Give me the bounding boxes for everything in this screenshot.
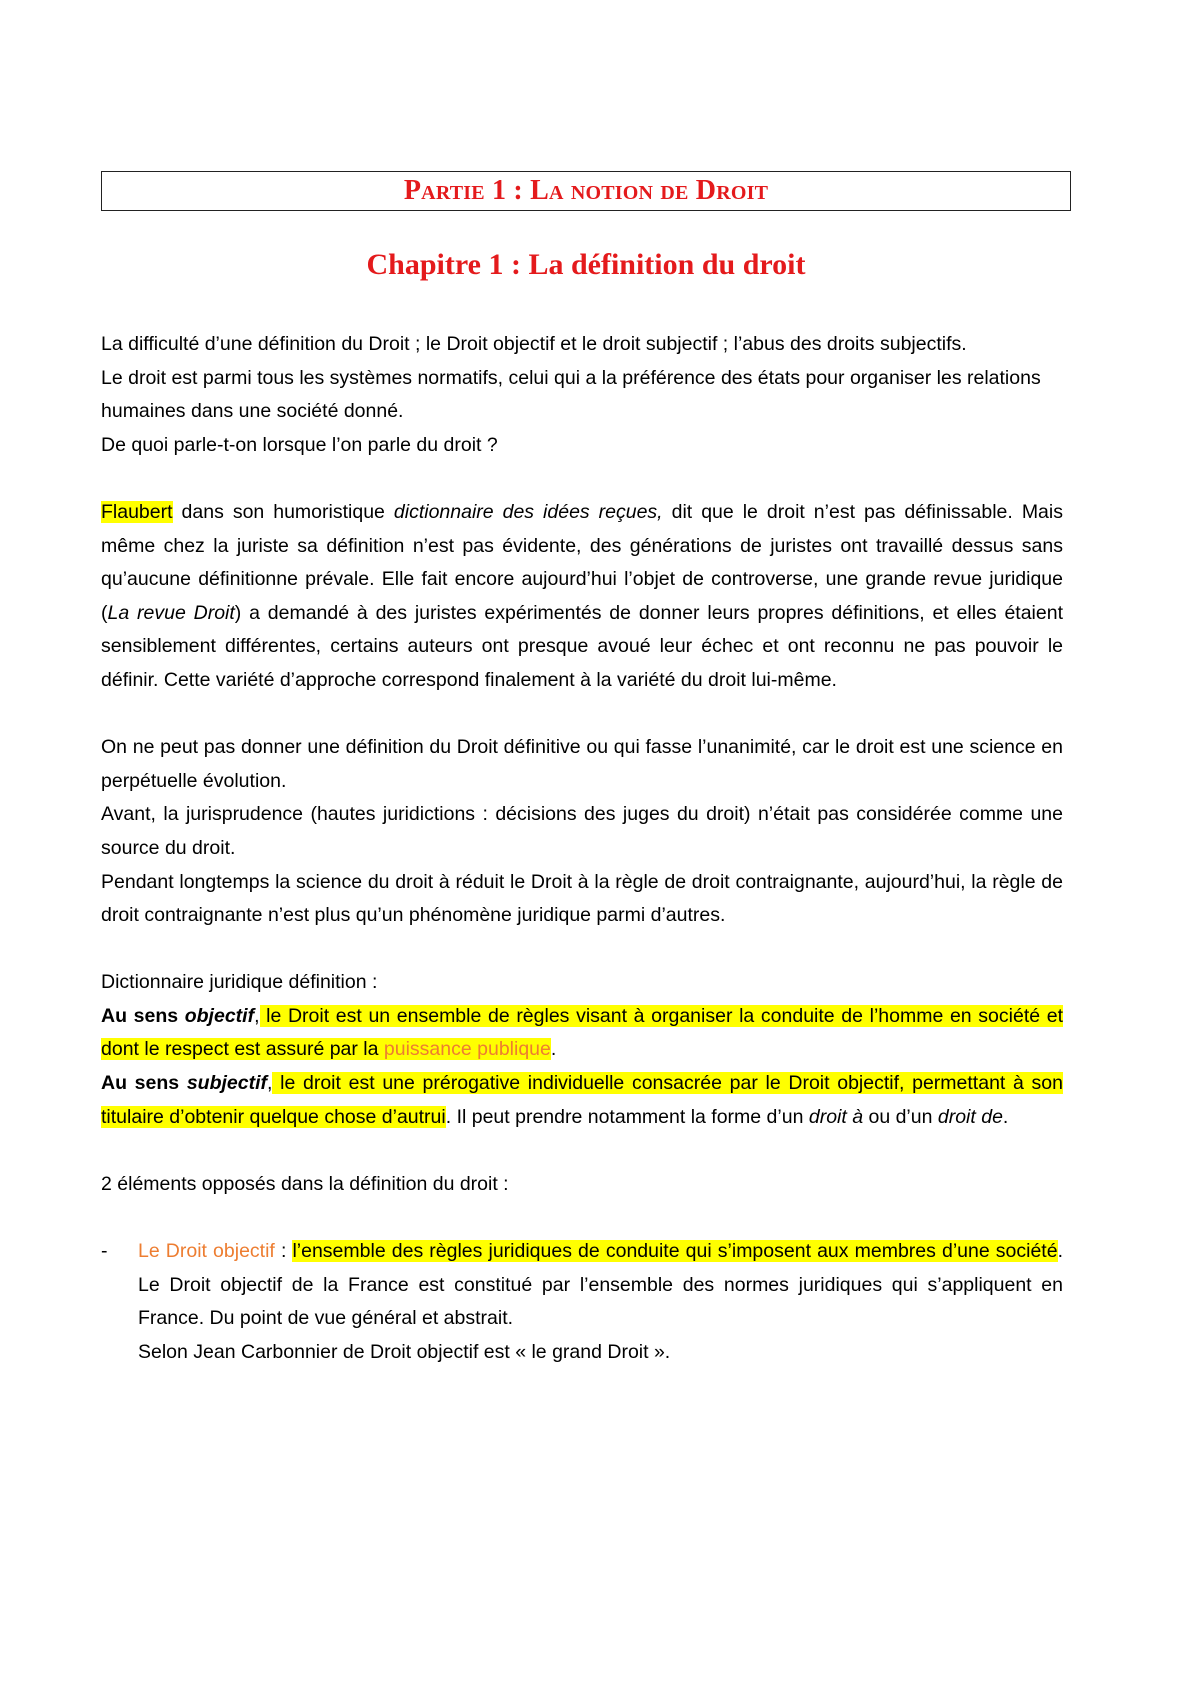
list-item: - Le Droit objectif : l’ensemble des règles juridiques de conduite qui s’imposent aux membres d’une société. Le Droit objectif de la France est constitué par l’ensemble des normes juridiques qui s’appliquent en France. Du point de vue général et abstrait. Selon Jean Carbonnier de Droit objectif est « le grand Droit ». [101,1235,1063,1369]
elements-heading: 2 éléments opposés dans la définition du droit : [101,1172,509,1195]
term-objectif: objectif [184,1004,255,1027]
term-subjectif: subjectif [186,1072,268,1095]
bullet-dash: - [101,1240,108,1263]
intro-topics: La difficulté d’une définition du Droit ; le Droit objectif et le droit subjectif ; l’abus des droits subjectifs. [101,333,967,355]
evolution-paragraph-2: Avant, la jurisprudence (hautes juridictions : décisions des juges du droit) n’était pas considérée comme une source du droit. [101,803,1063,859]
evolution-paragraph-3: Pendant longtemps la science du droit à réduit le Droit à la règle de droit contraignante, aujourd’hui, la règle de droit contraignante n’est plus qu’un phénomène juridique parmi d’autres. [101,870,1063,927]
book-title: dictionnaire des idées reçues, [393,500,663,523]
highlight-droit-objectif: l’ensemble des règles juridiques de conduite qui s’imposent aux membres d’une société [292,1240,1058,1263]
carbonnier-quote: Selon Jean Carbonnier de Droit objectif est « le grand Droit ». [138,1340,671,1363]
flaubert-paragraph: Flaubert dans son humoristique dictionnaire des idées reçues, dit que le droit n’est pas définissable. Mais même chez la juriste sa définition n’est pas évidente, des générations de juristes ont travaillé dessus sans qu’aucune définitionne prévale. Elle fait encore aujourd’hui l’objet de controverse, une grande revue juridique (La revue Droit) a demandé à des juristes expérimentés de donner leurs propres définitions, et elles étaient sensiblement différentes, certains auteurs ont presque avoué leur échec et ont reconnu ne pas pouvoir le définir. Cette variété d’approche correspond finalement à la variété du droit lui-même. [101,500,1063,691]
dictionary-heading: Dictionnaire juridique définition : [101,971,378,994]
definition-subjective: Au sens subjectif, le droit est une prérogative individuelle consacrée par le Droit objectif, permettant à son titulaire d’obtenir quelque chose d’autrui. Il peut prendre notamment la forme d’un droit à ou d’un droit de. [101,1072,1063,1128]
definition-objective: Au sens objectif, le Droit est un ensemble de règles visant à organiser la conduite de l’homme en société et dont le respect est assuré par la puissance publique. [101,1004,1063,1061]
document-body [101,328,1063,1369]
intro-paragraph: Le droit est parmi tous les systèmes normatifs, celui qui a la préférence des états pour organiser les relations humaines dans une société donné. [101,366,1041,423]
puissance-publique: puissance publique [383,1038,551,1061]
part-title: Partie 1 : La notion de Droit [403,175,769,206]
highlight-flaubert: Flaubert [101,500,173,523]
chapter-title: Chapitre 1 : La définition du droit [366,248,806,281]
highlight-objective-definition: le Droit est un ensemble de règles visant à organiser la conduite de l’homme en société et dont le respect est assuré par la puissance publique [101,1004,1063,1061]
part-title-box [101,171,1071,211]
spacer [101,462,1063,496]
spacer [101,1201,1063,1235]
spacer [101,698,1063,732]
highlight-subjective-definition: le droit est une prérogative individuelle consacrée par le Droit objectif, permettant à son titulaire d’obtenir quelque chose d’autrui [101,1072,1063,1128]
term-droit-objectif: Le Droit objectif [138,1240,275,1263]
spacer [101,933,1063,967]
spacer [101,1134,1063,1168]
review-title: La revue Droit [107,601,235,624]
evolution-paragraph-1: On ne peut pas donner une définition du Droit définitive ou qui fasse l’unanimité, car le droit est une science en perpétuelle évolution. [101,736,1063,792]
intro-question: De quoi parle-t-on lorsque l’on parle du droit ? [101,433,498,456]
